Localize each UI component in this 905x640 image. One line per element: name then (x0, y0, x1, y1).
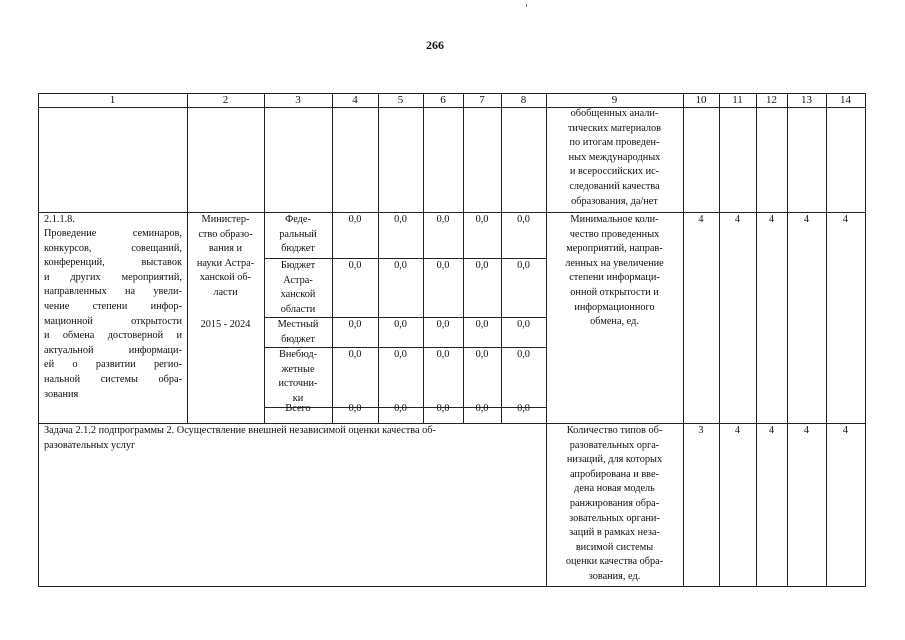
column-header: 4 (352, 94, 358, 106)
table-border-bottom (38, 586, 866, 587)
column-header: 12 (766, 94, 777, 106)
executor-line: науки Астра- (196, 257, 255, 269)
task-title-line: разовательных услуг (44, 439, 136, 451)
target-value: 4 (803, 214, 810, 225)
indicator-line: низаций, для которых (566, 454, 663, 466)
col-line-9 (683, 93, 684, 587)
activity-name-line: нальной системы обра- (44, 373, 182, 385)
funding-source (264, 213, 332, 257)
col-line-0 (38, 93, 39, 587)
target-value: 4 (768, 214, 775, 225)
funding-source-line: Астра- (283, 274, 313, 286)
indicator-line: апробирована и вве- (570, 468, 659, 480)
target-value: 3 (698, 425, 704, 436)
funding-source-line: Бюджет (280, 260, 316, 271)
task-title (44, 424, 436, 453)
executor-line: Министер- (201, 214, 250, 225)
funding-value: 0,0 (436, 214, 450, 225)
col-line-14 (865, 93, 866, 587)
funding-value: 0,0 (517, 319, 530, 330)
indicator-line: онной открытости и (570, 286, 659, 298)
indicator-line: Количество типов об- (566, 425, 663, 436)
activity-name-line: конференций, выставок (44, 257, 182, 269)
funding-value: 0,0 (436, 349, 450, 360)
activity-name-line: направленных на увели- (44, 286, 182, 298)
col-line-11 (756, 93, 757, 587)
funding-value: 0,0 (348, 403, 362, 414)
activity-code: 2.1.1.8. (44, 214, 75, 225)
column-header: 3 (295, 94, 301, 106)
executor-line: ство образо- (198, 228, 253, 240)
column-header: 10 (695, 94, 707, 106)
target-value: 4 (803, 425, 810, 436)
task-indicator (546, 424, 683, 585)
funding-value: 0,0 (394, 260, 407, 271)
funding-value: 0,0 (475, 260, 489, 271)
target-value: 4 (768, 425, 775, 436)
indicator-line: обмена, ед. (590, 316, 639, 328)
funding-source-line: Местный (277, 319, 319, 330)
indicator-line: ных международных (568, 151, 661, 163)
indicator-line: зовательных органи- (569, 512, 660, 524)
executor-line: ласти (213, 286, 238, 298)
column-header: 7 (479, 94, 485, 106)
column-header: 13 (801, 94, 812, 106)
activity-name-line: актуальной информаци- (44, 344, 182, 356)
activity-name-line: конкурсов, совещаний, (44, 242, 182, 254)
funding-source-line: области (280, 303, 316, 315)
target-value: 4 (842, 425, 849, 436)
funding-source (264, 348, 332, 406)
funding-source-line: Феде- (285, 214, 311, 225)
funding-source-line: Внебюд- (278, 349, 318, 360)
indicator-line: оценки качества обра- (565, 556, 664, 568)
funding-value: 0,0 (394, 349, 407, 360)
funding-value: 0,0 (348, 349, 362, 360)
funding-value: 0,0 (475, 403, 489, 414)
target-value: 4 (734, 425, 741, 436)
funding-value: 0,0 (517, 349, 530, 360)
funding-value: 0,0 (348, 319, 362, 330)
column-header: 1 (109, 94, 116, 106)
indicator-line: чество проведенных (569, 228, 660, 240)
funding-source-line: бюджет (281, 243, 315, 255)
target-value: 4 (698, 214, 704, 225)
indicator-line: заций в рамках неза- (569, 527, 660, 539)
funding-value: 0,0 (475, 349, 489, 360)
column-header: 11 (732, 94, 743, 106)
funding-value: 0,0 (436, 260, 450, 271)
column-header: 5 (397, 94, 404, 106)
col-line-12 (787, 93, 788, 587)
target-value: 4 (842, 214, 849, 225)
column-header: 8 (520, 94, 527, 106)
activity-name-line: зования (44, 388, 79, 400)
activity-name-line: и других мероприятий, (44, 271, 182, 283)
funding-value: 0,0 (394, 319, 407, 330)
activity-name (44, 227, 182, 402)
activity-name-line: ей о развитии регио- (44, 359, 182, 371)
indicator-line: степени информаци- (569, 272, 660, 284)
funding-value: 0,0 (436, 319, 450, 330)
column-header: 6 (440, 94, 446, 106)
indicator-line: ранжирования обра- (569, 497, 660, 509)
column-header: 9 (611, 94, 618, 106)
activity-executor (187, 213, 264, 301)
activity-indicator (546, 213, 683, 330)
funding-source-line: бюджет (281, 333, 315, 345)
funding-value: 0,0 (348, 260, 362, 271)
indicator-line: разовательных орга- (569, 439, 660, 451)
funding-value: 0,0 (517, 403, 530, 414)
indicator-line: мероприятий, направ- (566, 243, 663, 255)
funding-source-line: ки (292, 392, 304, 404)
funding-source-line: жетные (281, 363, 315, 375)
funding-source (264, 259, 332, 317)
indicator-line: и всероссийских ис- (569, 166, 660, 178)
funding-value: 0,0 (475, 214, 489, 225)
funding-value: 0,0 (394, 403, 407, 414)
activity-name-line: Проведение семинаров, (44, 228, 182, 239)
funding-source-line: ральный (279, 228, 317, 240)
executor-line: ханской об- (199, 272, 252, 284)
indicator-line: следований качества (569, 180, 660, 192)
funding-value: 0,0 (394, 214, 407, 225)
indicator-line: по итогам проведен- (569, 137, 660, 149)
indicator-line: Минимальное коли- (570, 214, 659, 225)
funding-value: 0,0 (517, 214, 530, 225)
funding-source-line: ханской (280, 289, 316, 301)
executor-line: вания и (208, 243, 243, 255)
col-line-13 (826, 93, 827, 587)
header-bottom-line (38, 107, 866, 108)
col-line-10 (719, 93, 720, 587)
indicator-line: тических материалов (567, 122, 662, 134)
task-title-line: Задача 2.1.2 подпрограммы 2. Осуществление внешней независимой оценки качества об- (44, 425, 436, 436)
indicator-line: висимой системы (575, 541, 654, 553)
funding-value: 0,0 (436, 403, 450, 414)
continued-indicator-text (546, 107, 683, 209)
funding-source-line: Всего (285, 403, 311, 414)
indicator-line: ленных на увеличение (565, 257, 664, 269)
indicator-line: обобщенных анали- (570, 108, 659, 119)
funding-source (264, 318, 332, 347)
funding-value: 0,0 (348, 214, 362, 225)
activity-period: 2015 - 2024 (200, 319, 251, 330)
activity-name-line: чение степени инфор- (44, 300, 182, 312)
funding-value: 0,0 (475, 319, 489, 330)
activity-name-line: мационной открытости (44, 315, 182, 327)
indicator-line: зования, ед. (588, 570, 641, 582)
funding-source (264, 402, 332, 417)
funding-value: 0,0 (517, 260, 530, 271)
indicator-line: дена новая модель (574, 483, 655, 495)
column-header: 2 (222, 94, 229, 106)
indicator-line: информационного (574, 301, 655, 313)
column-header: 14 (840, 94, 851, 106)
indicator-line: образования, да/нет (571, 195, 658, 207)
page-number: 266 (426, 38, 444, 52)
activity-name-line: и обмена достоверной и (44, 330, 182, 342)
target-value: 4 (734, 214, 741, 225)
funding-source-line: источни- (278, 378, 318, 390)
